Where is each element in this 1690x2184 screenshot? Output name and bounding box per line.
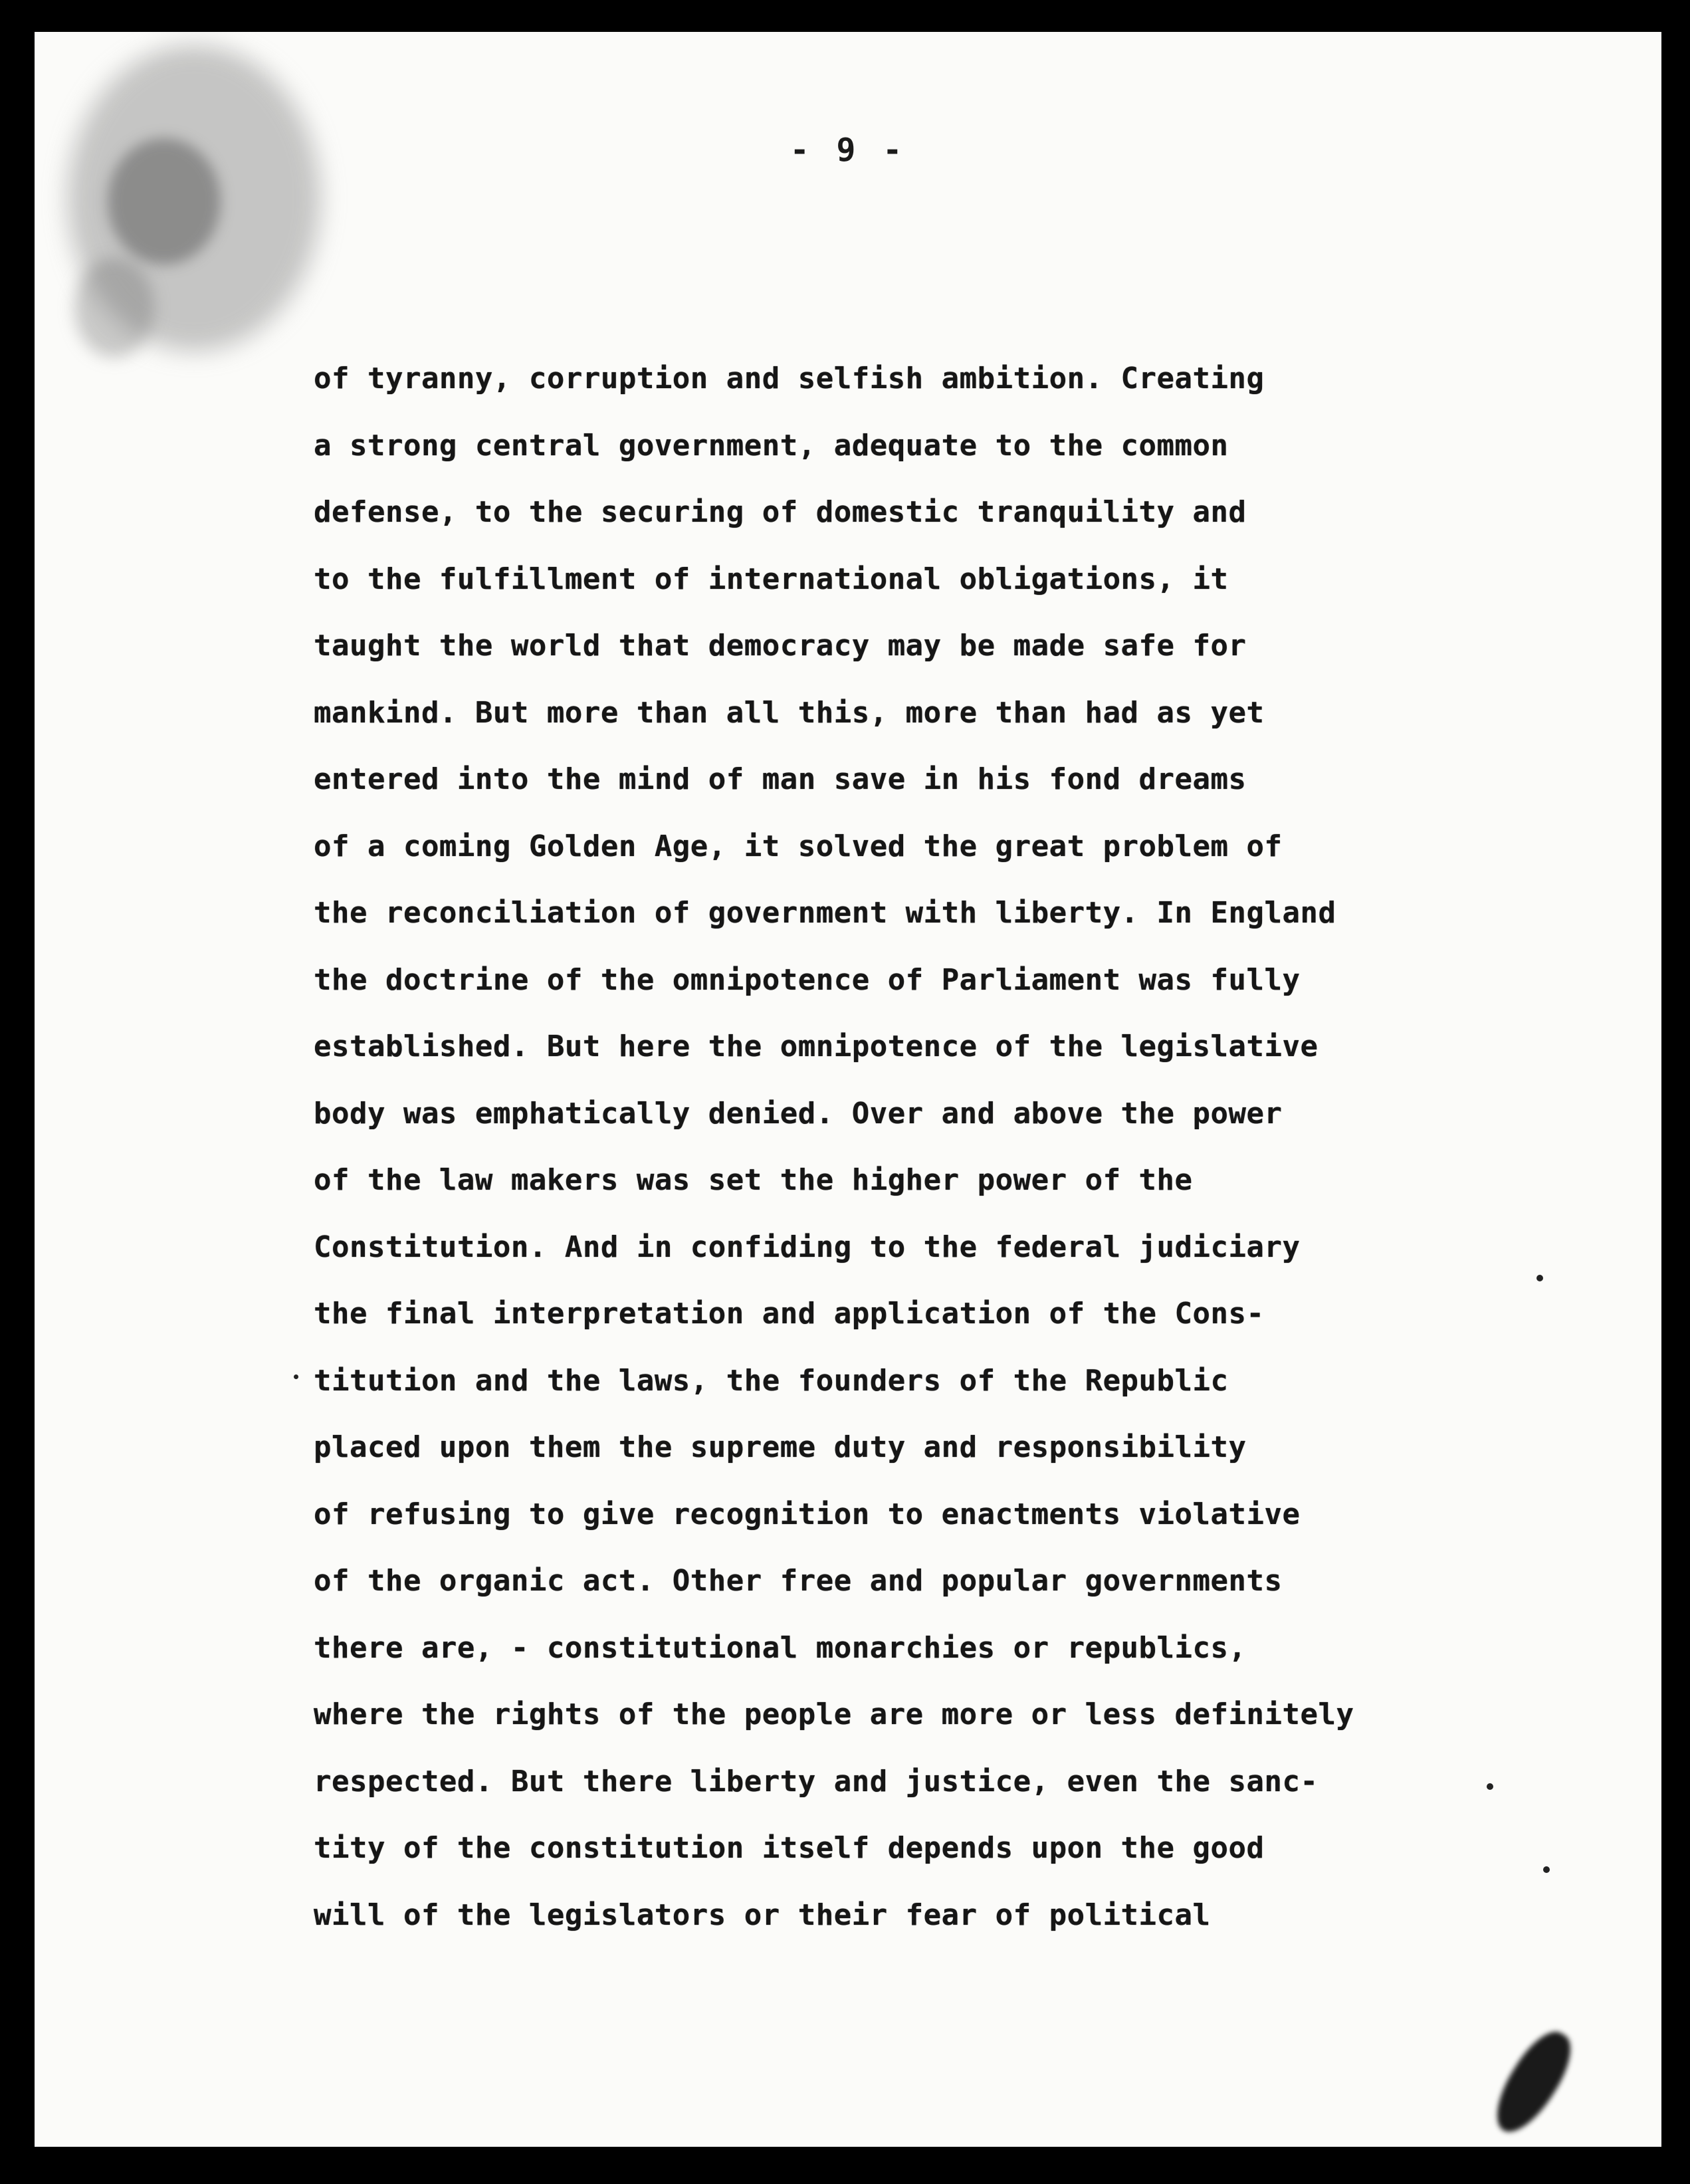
page-number: - 9 - — [790, 132, 906, 169]
text-line: titution and the laws, the founders of the Republic — [314, 1363, 1229, 1398]
text-line: the doctrine of the omnipotence of Parliament was fully — [314, 962, 1301, 997]
text-line: where the rights of the people are more or less definitely — [314, 1697, 1354, 1731]
text-line: entered into the mind of man save in his fond dreams — [314, 762, 1247, 796]
text-line: to the fulfillment of international obligations, it — [314, 562, 1229, 596]
text-line: taught the world that democracy may be made safe for — [314, 629, 1247, 663]
text-line: defense, to the securing of domestic tranquility and — [314, 495, 1247, 529]
text-line: respected. But there liberty and justice, even the sanc- — [314, 1764, 1319, 1799]
text-line: of tyranny, corruption and selfish ambition. Creating — [314, 362, 1265, 395]
text-line: a strong central government, adequate to the common — [314, 428, 1229, 463]
text-line: placed upon them the supreme duty and responsibility — [314, 1430, 1247, 1464]
text-line: of a coming Golden Age, it solved the great problem of — [314, 829, 1283, 863]
text-line: mankind. But more than all this, more than had as yet — [314, 695, 1265, 730]
text-line: the final interpretation and application of the Cons- — [314, 1297, 1265, 1331]
text-line: Constitution. And in confiding to the federal judiciary — [314, 1230, 1301, 1264]
text-line: established. But here the omnipotence of the legislative — [314, 1030, 1319, 1063]
text-line: of refusing to give recognition to enactments violative — [314, 1497, 1301, 1531]
speck — [294, 1374, 298, 1379]
ink-smudge — [1483, 2022, 1582, 2142]
corner-stain-lower — [74, 258, 154, 358]
text-line: there are, - constitutional monarchies or republics, — [314, 1630, 1247, 1665]
text-line: will of the legislators or their fear of political — [314, 1898, 1211, 1932]
text-line: tity of the constitution itself depends upon the good — [314, 1831, 1265, 1865]
text-line: body was emphatically denied. Over and above the power — [314, 1096, 1283, 1131]
text-line: the reconciliation of government with liberty. In England — [314, 896, 1336, 930]
text-line: of the organic act. Other free and popular governments — [314, 1564, 1283, 1598]
body-text — [314, 359, 1616, 1962]
document-page — [35, 32, 1661, 2147]
text-line: of the law makers was set the higher power of the — [314, 1163, 1193, 1197]
